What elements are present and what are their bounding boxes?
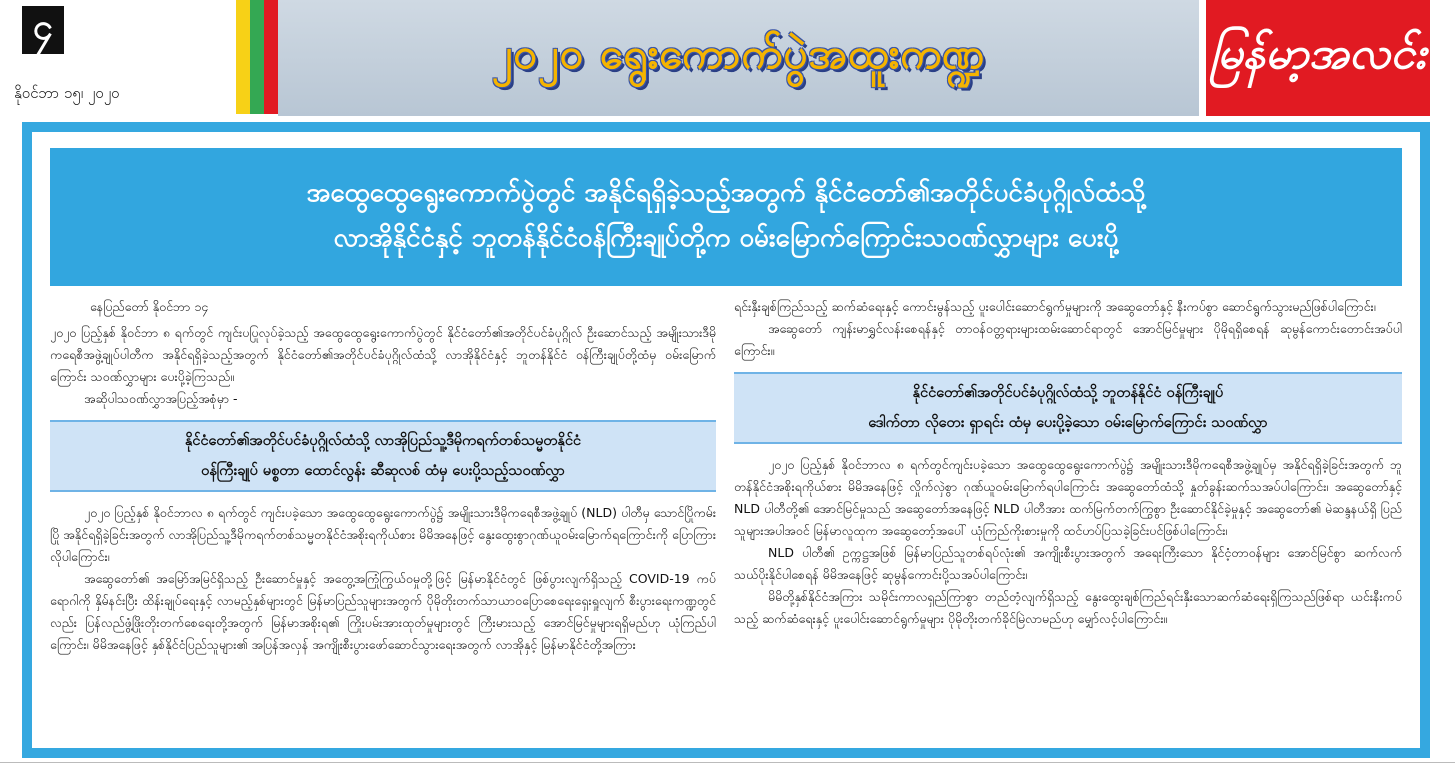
subhead-line-2: ဝန်ကြီးချုပ် မစ္စတာ ထောင်လွန်း ဆီဆုလစ် ထံမှ ပေးပို့သည့်သဝဏ်လွှာ bbox=[201, 463, 565, 479]
flag-stripe-yellow bbox=[236, 0, 250, 114]
laos-paragraph-2: အဆွေတော်၏ အမြော်အမြင်ရှိသည့် ဦးဆောင်မှုနှင့် အတွေ့အကြုံကြွယ်ဝမှုတို့ဖြင့် မြန်မာနိုင်ငံတွင် ဖြစ်ပွားလျက်ရှိသည့် COVID-19 ကပ်ရောဂါကို နှိမ်နင်းပြီး ထိန်းချုပ်ရေးနှင့် လာမည့်နှစ်များတွင် မြန်မာပြည်သူများအတွက် ပိုမိုတိုးတက်သာယာဝပြောစေရေးရှေးရှုလျက် စီးပွားရေးကဏ္ဍတွင်လည်း ပြန်လည်ဖွံ့ဖြိုးတိုးတက်စေရေးတို့အတွက် မြန်မာအစိုးရ၏ ကြိုးပမ်းအားထုတ်မှုများတွင် ကြီးမားသည့် အောင်မြင်မှုများရရှိမည်ဟု ယုံကြည်ပါကြောင်း၊ မိမိအနေဖြင့် နှစ်နိုင်ငံပြည်သူများ၏ အပြန်အလှန် အကျိုးစီးပွားဖော်ဆောင်သွားရေးအတွက် လာအိုနှင့် မြန်မာနိုင်ငံတို့အကြား bbox=[50, 571, 716, 652]
laos-letter-subhead bbox=[50, 420, 716, 492]
page-bottom-rule bbox=[0, 762, 1455, 763]
intro-paragraph: ၂၀၂၀ ပြည့်နှစ် နိုဝင်ဘာ ၈ ရက်တွင် ကျင်းပပြုလုပ်ခဲ့သည့် အထွေထွေရွေးကောက်ပွဲတွင် နိုင်ငံတော်၏အတိုင်ပင်ခံပုဂ္ဂိုလ် ဦးဆောင်သည့် အမျိုးသားဒီမိုကရေစီအဖွဲ့ချုပ်ပါတီက အနိုင်ရရှိခဲ့သည့်အတွက် နိုင်ငံတော်၏အတိုင်ပင်ခံပုဂ္ဂိုလ်ထံသို့ လာအိုနိုင်ငံနှင့် ဘူတန်နိုင်ငံ ဝန်ကြီးချုပ်တို့ထံမှ ဝမ်းမြောက်ကြောင်း သဝဏ်လွှာများ ပေးပို့ခဲ့ကြသည်။ bbox=[50, 325, 716, 384]
section-title: ၂၀၂၀ ရွေးကောက်ပွဲအထူးကဏ္ဍ bbox=[491, 29, 986, 78]
headline-line-2: လာအိုနိုင်ငံနှင့် ဘူတန်နိုင်ငံဝန်ကြီးချုပ်တို့က ဝမ်းမြောက်ကြောင်းသဝဏ်လွှာများ ပေးပို့ bbox=[333, 223, 1119, 253]
flag-stripe-green bbox=[250, 0, 264, 114]
newspaper-logo-text: မြန်မာ့အလင်း bbox=[1210, 28, 1426, 79]
subhead-line-1: နိုင်ငံတော်၏အတိုင်ပင်ခံပုဂ္ဂိုလ်ထံသို့ ဘူတန်နိုင်ငံ ဝန်ကြီးချုပ် bbox=[912, 385, 1224, 401]
subhead-line-1: နိုင်ငံတော်၏အတိုင်ပင်ခံပုဂ္ဂိုလ်ထံသို့ လာအိုပြည်သူ့ဒီမိုကရက်တစ်သမ္မတနိုင်ငံ bbox=[184, 433, 582, 449]
headline-line-1: အထွေထွေရွေးကောက်ပွဲတွင် အနိုင်ရရှိခဲ့သည့်အတွက် နိုင်ငံတော်၏အတိုင်ပင်ခံပုဂ္ဂိုလ်ထံသို့ bbox=[306, 178, 1146, 208]
laos-paragraph-1: ၂၀၂၀ ပြည့်နှစ် နိုဝင်ဘာလ ၈ ရက်တွင် ကျင်းပခဲ့သော အထွေထွေရွေးကောက်ပွဲ၌ အမျိုးသားဒီမိုကရေစီအဖွဲ့ချုပ် (NLD) ပါတီမှ သောင်ပြိုကမ်းပြို အနိုင်ရရှိခဲ့ခြင်းအတွက် လာအိုပြည်သူ့ဒီမိုကရက်တစ်သမ္မတနိုင်ငံအစိုးရကိုယ်စား မိမိအနေဖြင့် နွေးထွေးစွာဂုဏ်ယူဝမ်းမြောက်ရကြောင်းကို ပြောကြားလိုပါကြောင်း၊ bbox=[50, 505, 716, 564]
article-headline bbox=[50, 148, 1402, 286]
laos-paragraph-4: အဆွေတော် ကျန်းမာရွှင်လန်းစေရန်နှင့် တာဝန်ဝတ္တရားများထမ်းဆောင်ရာတွင် အောင်မြင်မှုများ ပိုမိုရရှိစေရန် ဆုမွန်ကောင်းတောင်းအပ်ပါကြောင်း။ bbox=[734, 321, 1402, 358]
section-banner bbox=[278, 0, 1199, 116]
left-column bbox=[50, 296, 716, 656]
letter-intro: အဆိုပါသဝဏ်လွှာအပြည့်အစုံမှာ - bbox=[84, 391, 238, 406]
masthead bbox=[0, 0, 1455, 122]
issue-date: နိုဝင်ဘာ ၁၅၊ ၂၀၂၀ bbox=[14, 84, 120, 102]
bhutan-letter-subhead bbox=[734, 372, 1402, 444]
bhutan-paragraph-3: မိမိတို့နှစ်နိုင်ငံအကြား သမိုင်းကာလရှည်ကြာစွာ တည်တံ့လျက်ရှိသည့် နွေးထွေးချစ်ကြည်ရင်းနှီးသောဆက်ဆံရေးရှိကြသည်ဖြစ်ရာ ယင်းနီးကပ်သည့် ဆက်ဆံရေးနှင့် ပူးပေါင်းဆောင်ရွက်မှုများ ပိုမိုတိုးတက်ခိုင်မြဲလာမည်ဟု မျှော်လင့်ပါကြောင်း။ bbox=[734, 589, 1402, 626]
flag-stripe-red bbox=[264, 0, 278, 114]
article-frame bbox=[22, 122, 1430, 758]
laos-paragraph-3: ရင်းနှီးချစ်ကြည်သည့် ဆက်ဆံရေးနှင့် ကောင်းမွန်သည့် ပူးပေါင်းဆောင်ရွက်မှုများကို အဆွေတော်နှင့် နီးကပ်စွာ ဆောင်ရွက်သွားမည်ဖြစ်ပါကြောင်း၊ bbox=[734, 299, 1376, 314]
right-column bbox=[734, 296, 1402, 630]
article-body bbox=[32, 132, 1420, 748]
page-number: ၄ bbox=[22, 6, 64, 54]
bhutan-paragraph-2: NLD ပါတီ၏ ဥက္ကဋ္ဌအဖြစ် မြန်မာပြည်သူတစ်ရပ်လုံး၏ အကျိုးစီးပွားအတွက် အရေးကြီးသော နိုင်ငံ့တာဝန်များ အောင်မြင်စွာ ဆက်လက်သယ်ပိုးနိုင်ပါစေရန် မိမိအနေဖြင့် ဆုမွန်ကောင်းပို့သအပ်ပါကြောင်း၊ bbox=[734, 545, 1402, 582]
newspaper-logo bbox=[1206, 0, 1430, 116]
subhead-line-2: ဒေါက်တာ လိုတေး ရှာရင်း ထံမှ ပေးပို့ခဲ့သော ဝမ်းမြောက်ကြောင်း သဝဏ်လွှာ bbox=[868, 415, 1268, 431]
myanmar-flag-icon bbox=[236, 0, 278, 114]
bhutan-paragraph-1: ၂၀၂၀ ပြည့်နှစ် နိုဝင်ဘာလ ၈ ရက်တွင်ကျင်းပခဲ့သော အထွေထွေရွေးကောက်ပွဲ၌ အမျိုးသားဒီမိုကရေစီအဖွဲ့ချုပ်မှ အနိုင်ရရှိခဲ့ခြင်းအတွက် ဘူတန်နိုင်ငံအစိုးရကိုယ်စား မိမိအနေဖြင့် လှိုက်လှဲစွာ ဂုဏ်ယူဝမ်းမြောက်ရပါကြောင်း အဆွေတော်ထံသို့ နှုတ်ခွန်းဆက်သအပ်ပါကြောင်း၊ အဆွေတော်နှင့် NLD ပါတီတို့၏ အောင်မြင်မှုသည် အဆွေတော်အနေဖြင့် NLD ပါတီအား ထက်မြက်တက်ကြွစွာ ဦးဆောင်နိုင်ခဲ့မှုနှင့် အဆွေတော်၏ မဲဆန္ဒနယ်ရှိ ပြည်သူများအပါအဝင် မြန်မာလူထုက အဆွေတော့်အပေါ် ယုံကြည်ကိုးစားမှုကို ထင်ဟပ်ပြသခဲ့ခြင်းပင်ဖြစ်ပါကြောင်း၊ bbox=[734, 457, 1402, 538]
dateline: နေပြည်တော် နိုဝင်ဘာ ၁၄ bbox=[90, 299, 209, 314]
